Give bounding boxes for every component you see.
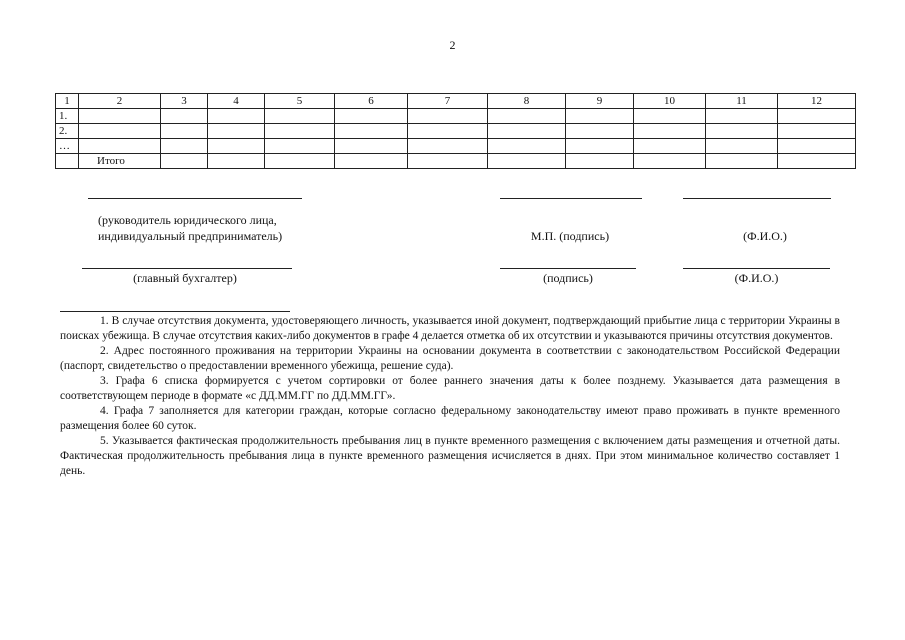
fio-label-2: (Ф.И.О.) xyxy=(734,271,779,285)
signature-line-sign xyxy=(500,268,636,269)
footnote: 1. В случае отсутствия документа, удостоверяющего личность, указывается иной документ, подтверждающий прибытие лица с территории Украины в поисках убежища. В случае отсутствия каких-либо документов в графе 4 делается отметка об их отсутствии и указываются причины отсутствия документов. xyxy=(60,315,840,342)
table-header-row xyxy=(56,94,856,109)
footnote: 5. Указывается фактическая продолжительность пребывания лиц в пункте временного размещения с включением даты размещения и отчетной даты. Фактическая продолжительность пребывания лица в пункте временного размещения исчисляется в днях. При этом минимальное количество составляет 1 день. xyxy=(60,435,840,477)
table-total-row xyxy=(56,154,856,169)
column-header: 4 xyxy=(208,94,265,109)
accountant-label: (главный бухгалтер) xyxy=(133,271,237,285)
table-row xyxy=(56,139,856,154)
footnote-separator xyxy=(60,311,290,312)
total-label: Итого xyxy=(79,154,161,169)
column-header: 11 xyxy=(706,94,778,109)
sign-label: (подпись) xyxy=(543,271,593,285)
fio-label: (Ф.И.О.) xyxy=(743,229,787,243)
column-header: 3 xyxy=(161,94,208,109)
footnote: 3. Графа 6 списка формируется с учетом сортировки от более раннего значения даты к более позднему. Указывается дата размещения в соответствующем периоде в формате «с ДД.ММ.ГГ по ДД.ММ.ГГ». xyxy=(60,375,840,402)
row-number: 1. xyxy=(56,109,79,124)
column-header: 1 xyxy=(56,94,79,109)
signature-line-mp xyxy=(500,198,642,199)
table-row xyxy=(56,109,856,124)
signature-line-fio xyxy=(683,198,831,199)
footnote: 2. Адрес постоянного проживания на территории Украины на основании документа в соответствии с законодательством Российской Федерации (паспорт, свидетельство о предоставлении временного убежища, решение суда). xyxy=(60,345,840,372)
head-signature-label: (руководитель юридического лица, индивидуальный предприниматель) xyxy=(98,213,283,243)
column-header: 5 xyxy=(265,94,335,109)
signature-line-accountant xyxy=(82,268,292,269)
page-number: 2 xyxy=(449,38,456,52)
row-number xyxy=(56,154,79,169)
column-header: 8 xyxy=(488,94,566,109)
column-header: 10 xyxy=(634,94,706,109)
column-header: 9 xyxy=(566,94,634,109)
data-table xyxy=(55,93,856,169)
row-number: … xyxy=(56,139,79,154)
column-header: 2 xyxy=(79,94,161,109)
row-number: 2. xyxy=(56,124,79,139)
column-header: 12 xyxy=(778,94,856,109)
table-row xyxy=(56,124,856,139)
footnote: 4. Графа 7 заполняется для категории граждан, которые согласно федеральному законодательству имеют право проживать в пункте временного размещения более 60 суток. xyxy=(60,405,840,432)
column-header: 7 xyxy=(408,94,488,109)
signature-line-head xyxy=(88,198,302,199)
column-header: 6 xyxy=(335,94,408,109)
mp-signature-label: М.П. (подпись) xyxy=(530,229,610,243)
signature-line-fio-2 xyxy=(683,268,830,269)
footnotes xyxy=(60,314,840,479)
